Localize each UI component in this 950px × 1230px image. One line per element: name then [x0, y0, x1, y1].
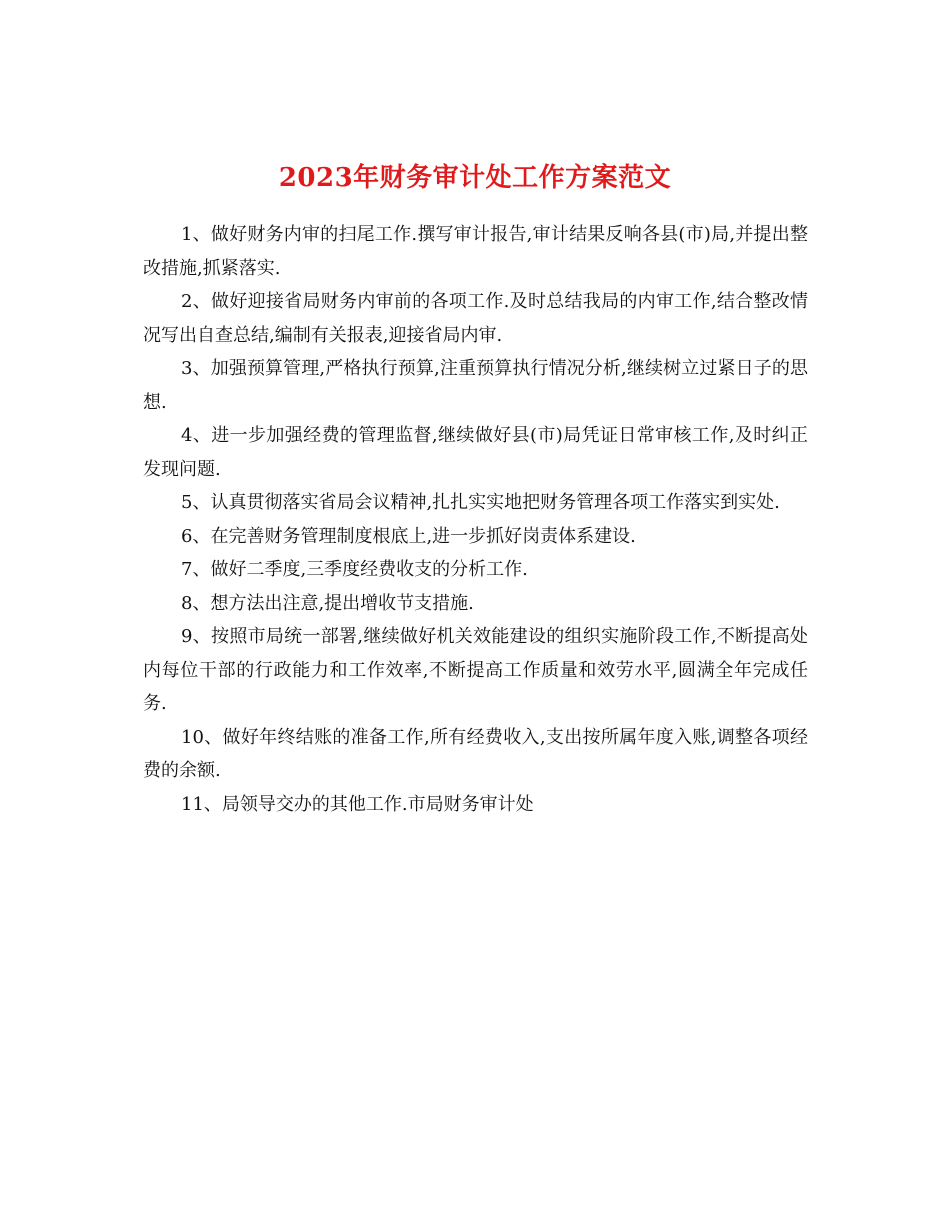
document-body [143, 218, 808, 821]
paragraph-7: 7、做好二季度,三季度经费收支的分析工作. [181, 559, 528, 580]
paragraph-11: 11、局领导交办的其他工作.市局财务审计处 [181, 793, 534, 815]
paragraph-3: 3、加强预算管理,严格执行预算,注重预算执行情况分析,继续树立过紧日子的思想. [143, 358, 808, 413]
paragraph-1: 1、做好财务内审的扫尾工作.撰写审计报告,审计结果反响各县(市)局,并提出整改措施,抓紧落实. [143, 224, 808, 279]
paragraph-9: 9、按照市局统一部署,继续做好机关效能建设的组织实施阶段工作,不断提高处内每位干部的行政能力和工作效率,不断提高工作质量和效劳水平,圆满全年完成任务. [143, 626, 808, 714]
paragraph-6: 6、在完善财务管理制度根底上,进一步抓好岗责体系建设. [181, 525, 636, 547]
paragraph-10: 10、做好年终结账的准备工作,所有经费收入,支出按所属年度入账,调整各项经费的余额. [143, 726, 808, 781]
document-title: 2023年财务审计处工作方案范文 [278, 163, 672, 194]
paragraph-4: 4、进一步加强经费的管理监督,继续做好县(市)局凭证日常审核工作,及时纠正发现问题. [143, 425, 808, 480]
paragraph-8: 8、想方法出注意,提出增收节支措施. [181, 592, 474, 614]
paragraph-5: 5、认真贯彻落实省局会议精神,扎扎实实地把财务管理各项工作落实到实处. [181, 492, 780, 513]
paragraph-2: 2、做好迎接省局财务内审前的各项工作.及时总结我局的内审工作,结合整改情况写出自查总结,编制有关报表,迎接省局内审. [143, 291, 808, 346]
